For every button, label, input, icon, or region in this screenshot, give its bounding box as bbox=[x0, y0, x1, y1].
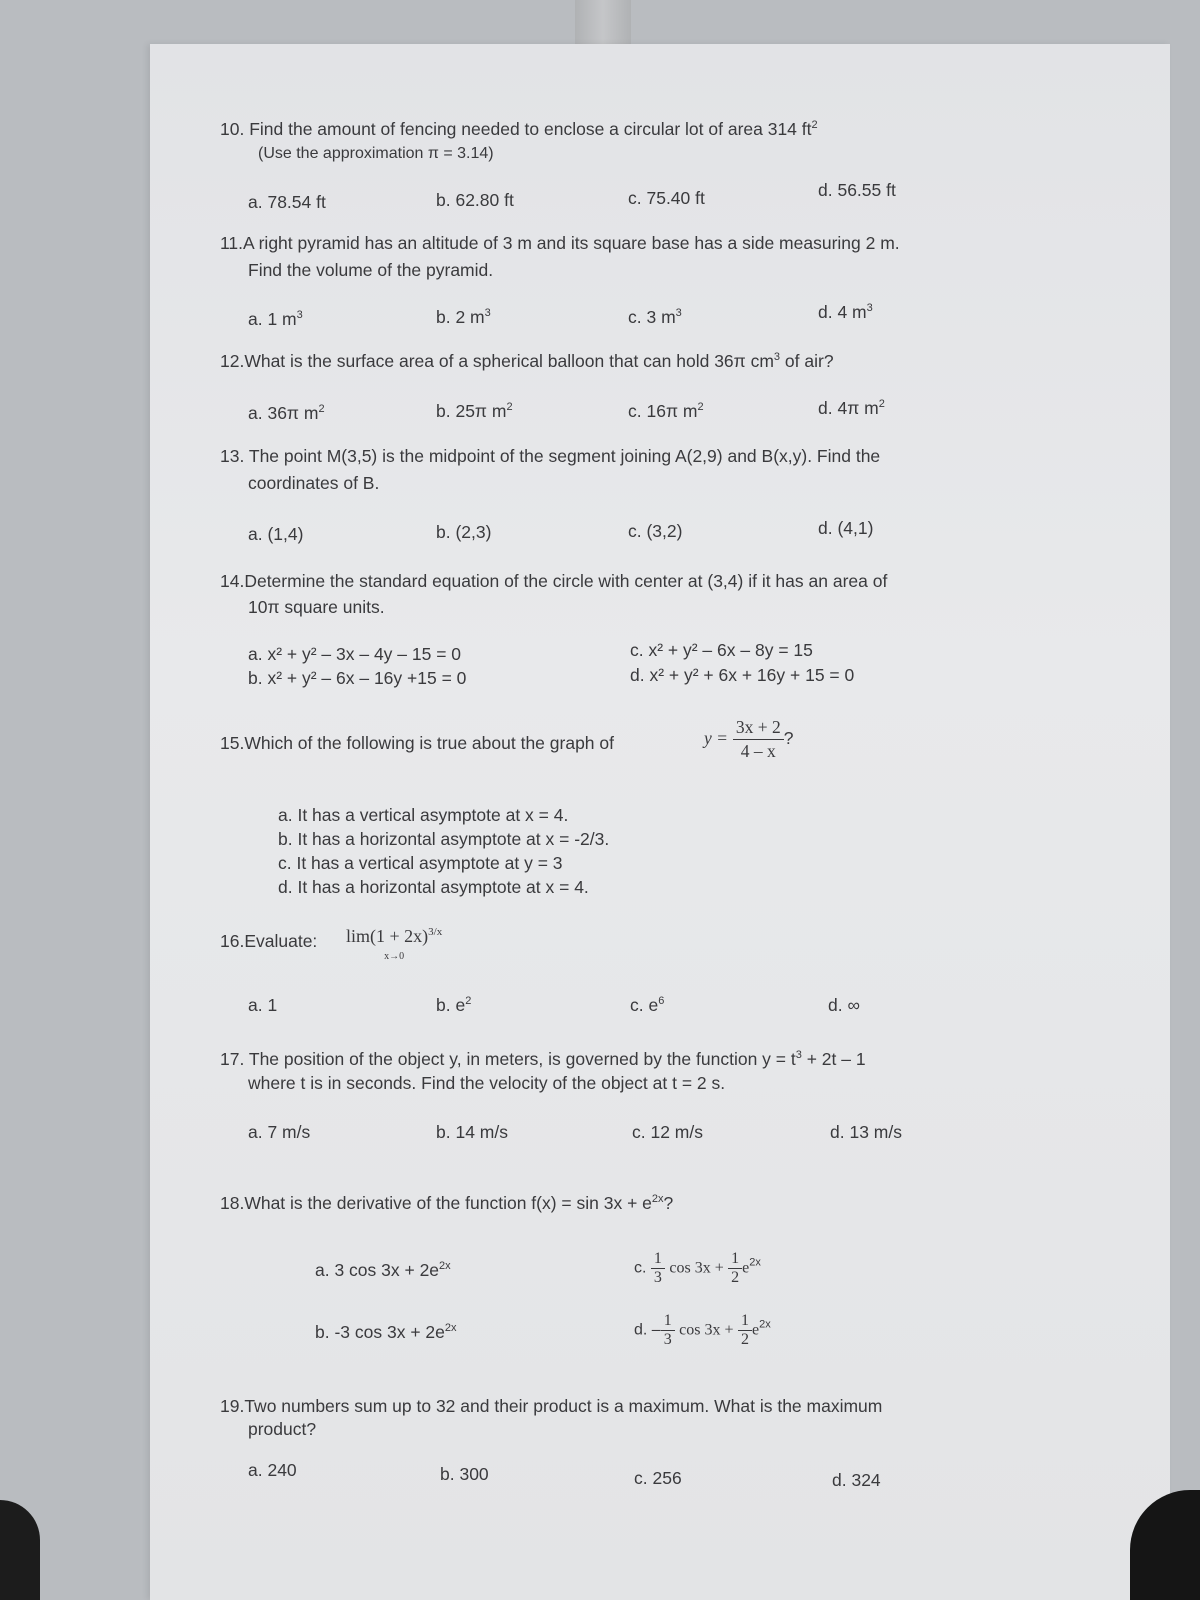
option-17c: c. 12 m/s bbox=[632, 1122, 703, 1142]
option-10a: a. 78.54 ft bbox=[248, 192, 326, 212]
option-17a: a. 7 m/s bbox=[248, 1122, 311, 1142]
option-12c: c. 16π $m^2$ bbox=[628, 401, 704, 421]
question-16: 16.Evaluate: bbox=[220, 931, 318, 951]
option-13d: d. (4,1) bbox=[818, 518, 874, 538]
option-11d: d. 4 $m^3$ bbox=[818, 302, 873, 322]
question-15-equation: y = $\frac{3x + 2}{4 - x}$ ? bbox=[704, 717, 794, 761]
option-19b: b. 300 bbox=[440, 1464, 489, 1484]
option-14c: c. x² + y² – 6x – 8y = 15 bbox=[630, 640, 813, 660]
option-19c: c. 256 bbox=[634, 1468, 682, 1488]
question-16-limit: $\lim(1 + 2x)^{3/x}$ x→0 bbox=[346, 926, 443, 962]
question-18: 18.What is the derivative of the function $f(x) = \sin 3x + e^{2x}$? bbox=[220, 1193, 674, 1213]
option-13b: b. (2,3) bbox=[436, 522, 492, 542]
option-11a: a. 1 $m^3$ bbox=[248, 309, 303, 329]
option-17d: d. 13 m/s bbox=[830, 1122, 902, 1142]
option-10d: d. 56.55 ft bbox=[818, 180, 896, 200]
question-14: 14.Determine the standard equation of the circle with center at (3,4) if it has an area of bbox=[220, 571, 888, 591]
option-17b: b. 14 m/s bbox=[436, 1122, 508, 1142]
option-19d: d. 324 bbox=[832, 1470, 881, 1490]
option-16d: d. ∞ bbox=[828, 995, 860, 1015]
option-12a: a. 36π $m^2$ bbox=[248, 403, 325, 423]
option-19a: a. 240 bbox=[248, 1460, 297, 1480]
option-12b: b. 25π $m^2$ bbox=[436, 401, 513, 421]
option-16a: a. 1 bbox=[248, 995, 278, 1015]
option-15a: a. It has a vertical asymptote at x = 4. bbox=[278, 805, 569, 825]
option-15c: c. It has a vertical asymptote at y = 3 bbox=[278, 853, 563, 873]
option-16c: c. $e^6$ bbox=[630, 995, 665, 1015]
question-13: 13. The point M(3,5) is the midpoint of the segment joining A(2,9) and B(x,y). Find the bbox=[220, 446, 881, 466]
question-19-line2: product? bbox=[248, 1419, 317, 1439]
option-14d: d. x² + y² + 6x + 16y + 15 = 0 bbox=[630, 665, 855, 685]
option-10b: b. 62.80 ft bbox=[436, 190, 514, 210]
option-13a: a. (1,4) bbox=[248, 524, 304, 544]
option-18d: d. – $\frac{1}{3}$ cos 3x + $\frac{1}{2}$ $e^{2x}$ bbox=[634, 1312, 771, 1348]
option-14a: a. x² + y² – 3x – 4y – 15 = 0 bbox=[248, 644, 462, 664]
question-17: 17. The position of the object y, in meters, is governed by the function $y = t^3 + 2t - 1$ bbox=[220, 1049, 866, 1069]
option-10c: c. 75.40 ft bbox=[628, 188, 705, 208]
option-11c: c. 3 $m^3$ bbox=[628, 307, 682, 327]
question-15: 15.Which of the following is true about the graph of bbox=[220, 733, 614, 753]
question-12: 12.What is the surface area of a spherical balloon that can hold 36π $cm^3$ of air? bbox=[220, 351, 834, 371]
question-10-note: (Use the approximation π = 3.14) bbox=[258, 145, 494, 162]
question-13-line2: coordinates of B. bbox=[248, 473, 380, 493]
question-17-line2: where t is in seconds. Find the velocity of the object at t = 2 s. bbox=[248, 1073, 726, 1093]
dark-corner-left bbox=[0, 1500, 40, 1600]
question-11-line2: Find the volume of the pyramid. bbox=[248, 260, 494, 280]
option-15d: d. It has a horizontal asymptote at x = 4. bbox=[278, 877, 589, 897]
option-18a: a. 3 $\cos 3x + 2e^{2x}$ bbox=[315, 1260, 451, 1280]
fraction: $\frac{3x + 2}{4 - x}$ bbox=[733, 716, 784, 763]
option-18c: c. $\frac{1}{3}$ cos 3x + $\frac{1}{2}$ $e^{2x}$ bbox=[634, 1250, 761, 1286]
option-16b: b. $e^2$ bbox=[436, 995, 472, 1015]
option-18b: b. -3 $\cos 3x + 2e^{2x}$ bbox=[315, 1322, 457, 1342]
option-15b: b. It has a horizontal asymptote at x = -2/3. bbox=[278, 829, 610, 849]
question-14-line2: 10π square units. bbox=[248, 597, 385, 617]
option-12d: d. 4π $m^2$ bbox=[818, 398, 885, 418]
question-11: 11.A right pyramid has an altitude of 3 m and its square base has a side measuring 2 m. bbox=[220, 233, 900, 253]
option-13c: c. (3,2) bbox=[628, 521, 683, 541]
option-14b: b. x² + y² – 6x – 16y +15 = 0 bbox=[248, 668, 467, 688]
option-11b: b. 2 $m^3$ bbox=[436, 307, 491, 327]
question-10: 10. Find the amount of fencing needed to enclose a circular lot of area 314 $ft^2$ bbox=[220, 119, 818, 139]
question-19: 19.Two numbers sum up to 32 and their product is a maximum. What is the maximum bbox=[220, 1396, 883, 1416]
